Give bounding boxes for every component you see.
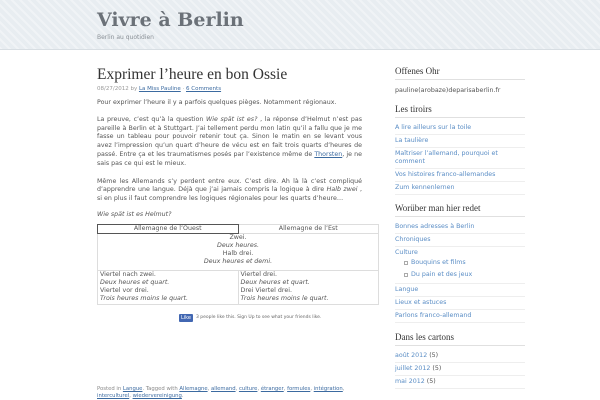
p2-text-c: , je ne sais pas ce qui est le mieux. xyxy=(97,150,362,167)
hours-table xyxy=(97,224,379,305)
archive-count: (5) xyxy=(430,365,442,372)
facebook-like-bar xyxy=(97,314,362,322)
tag-link[interactable]: interculturel xyxy=(97,393,130,399)
site-tagline: Berlin au quotidien xyxy=(97,34,154,41)
post-author-link[interactable]: La Miss Pauline xyxy=(138,86,181,92)
post-footer-meta: Posted in Langue. Tagged with Allemagne, allemand, culture, étranger, formules, intégration, interculturel, wiedervereinigung. xyxy=(97,386,345,399)
east-line-2: Deux heures et quart. xyxy=(240,278,310,286)
sidebar-link[interactable]: Bouquins et films xyxy=(411,259,466,266)
category-link[interactable]: Langue xyxy=(122,386,143,392)
sidebar-link[interactable]: Chroniques xyxy=(395,236,431,243)
tag-link[interactable]: culture xyxy=(238,386,258,392)
paragraph-intro: Pour exprimer l’heure il y a parfois quelques pièges. Notamment régionaux. xyxy=(97,99,337,106)
sidebar-link[interactable]: Du pain et des jeux xyxy=(411,271,473,278)
cell-west xyxy=(98,270,239,304)
zwei-line-3: Halb drei. xyxy=(222,249,254,257)
sidebar-link[interactable]: Langue xyxy=(395,286,419,293)
zwei-line-1: Zwei. xyxy=(229,233,247,241)
sidebar-item xyxy=(395,284,525,297)
widget-title-woruber: Worüber man hier redet xyxy=(395,203,481,213)
categories-list xyxy=(395,221,525,323)
p2-text-a: La preuve, c’est qu’à la question xyxy=(97,115,206,123)
tag-link[interactable]: wiedervereinigung xyxy=(132,393,182,399)
paragraph-allemands xyxy=(97,178,362,204)
west-line-1: Viertel nach zwei. xyxy=(100,270,156,278)
tag-link[interactable]: allemand xyxy=(210,386,236,392)
tagged-label: . Tagged with xyxy=(142,386,180,392)
archive-count: (5) xyxy=(424,378,436,385)
west-line-4: Trois heures moins le quart. xyxy=(100,294,188,302)
tag-link[interactable]: intégration xyxy=(313,386,343,392)
post-meta xyxy=(97,86,362,92)
sidebar-link[interactable]: Lieux et astuces xyxy=(395,299,447,306)
site-header xyxy=(0,0,600,50)
west-line-3: Viertel vor drei. xyxy=(100,286,149,294)
sidebar-link[interactable]: La taulière xyxy=(395,137,429,144)
post-title[interactable]: Exprimer l’heure en bon Ossie xyxy=(97,66,288,83)
header-east: Allemagne de l’Est xyxy=(238,224,379,233)
p3-text-a: Même les Allemands s’y perdent entre eux. C’est dire. Ah là là c’est compliqué d’apprendre une langue. Déjà que j’ai jamais compris la logique à dire xyxy=(97,177,362,194)
post-comments-link[interactable]: 6 Comments xyxy=(186,86,222,92)
east-line-1: Viertel drei. xyxy=(240,270,278,278)
sidebar-link[interactable]: Culture xyxy=(395,249,418,256)
p3-halb-zwei: Halb zwei xyxy=(326,186,358,194)
divider xyxy=(395,117,525,118)
widget-title-offenes-ohr: Offenes Ohr xyxy=(395,66,440,76)
sidebar-link[interactable]: Zum kennenlernen xyxy=(395,184,455,191)
p2-text-b: , la réponse d’Helmut n’est pas pareille à Berlin et à Stuttgart. J’ai tellement perdu mon latin qu’il a fallu que je me fasse un tableau pour pouvoir retenir tout ça. Sinon le matin en se levant vous avez l’impression qu’un quart d’heure de vécu est en fait trois quarts d’heures de passé. Entre ça et les traumatismes posés par l’existence même de xyxy=(97,115,362,158)
sidebar-item xyxy=(395,148,525,169)
tag-link[interactable]: Allemagne xyxy=(179,386,208,392)
archive-item xyxy=(395,376,525,389)
header-west: Allemagne de l’Ouest xyxy=(98,224,239,233)
square-bullet-icon xyxy=(404,261,408,265)
paragraph-question xyxy=(97,116,362,169)
divider xyxy=(395,216,525,217)
sidebar-link[interactable]: A lire ailleurs sur la toile xyxy=(395,124,472,131)
zwei-line-2: Deux heures. xyxy=(216,241,260,249)
sidebar-link[interactable]: Vos histoires franco-allemandes xyxy=(395,171,496,178)
cell-east xyxy=(238,270,379,304)
site-title[interactable]: Vivre à Berlin xyxy=(97,9,244,31)
sidebar-item xyxy=(395,169,525,182)
tiroirs-list xyxy=(395,122,525,195)
east-line-3: Drei Viertel drei. xyxy=(240,286,292,294)
sidebar-item xyxy=(395,247,525,284)
tag-link[interactable]: étranger xyxy=(260,386,284,392)
archive-item xyxy=(395,363,525,376)
paragraph-helmut: Wie spät ist es Helmut? xyxy=(97,210,172,218)
sidebar-item xyxy=(395,297,525,310)
post-by: by xyxy=(128,86,139,92)
sidebar-item xyxy=(395,221,525,234)
archive-link[interactable]: mai 2012 xyxy=(395,378,425,385)
facebook-like-text: 3 people like this. Sign Up to see what your friends like. xyxy=(195,315,322,321)
sidebar-item xyxy=(395,310,525,323)
sidebar-link[interactable]: Maîtriser l’allemand, pourquoi et comment xyxy=(395,150,498,165)
tag-link[interactable]: formules xyxy=(287,386,311,392)
east-line-4: Trois heures moins le quart. xyxy=(240,294,329,302)
widget-title-cartons: Dans les cartons xyxy=(395,332,454,342)
cell-zwei xyxy=(98,233,379,270)
square-bullet-icon xyxy=(404,273,408,277)
sidebar-item xyxy=(395,122,525,135)
divider xyxy=(395,79,525,80)
sidebar-subitem xyxy=(404,269,525,281)
archive-item xyxy=(395,350,525,363)
p2-question: Wie spät ist es? xyxy=(205,115,258,123)
footer-end: . xyxy=(181,393,184,399)
thorsten-link[interactable]: Thorsten xyxy=(314,150,343,158)
sidebar-link[interactable]: Bonnes adresses à Berlin xyxy=(395,223,475,230)
subcategory-list xyxy=(395,257,525,281)
archive-count: (5) xyxy=(427,352,439,359)
zwei-line-4: Deux heures et demi. xyxy=(203,257,273,265)
sidebar-item xyxy=(395,182,525,195)
west-line-2: Deux heures et quart. xyxy=(100,278,170,286)
facebook-like-button[interactable]: Like xyxy=(181,314,191,321)
archive-link[interactable]: août 2012 xyxy=(395,352,428,359)
contact-email: pauline(arobaze)deparisaberlin.fr xyxy=(395,87,501,94)
sidebar-item xyxy=(395,234,525,247)
divider xyxy=(395,345,525,346)
post-main xyxy=(97,66,362,322)
post-date: 08/27/2012 xyxy=(97,86,129,92)
archive-link[interactable]: juillet 2012 xyxy=(395,365,431,372)
posted-in-label: Posted in xyxy=(97,386,123,392)
archive-list xyxy=(395,350,525,389)
p3-text-b: , si en plus il faut comprendre les logiques régionales pour les quarts d’heure… xyxy=(97,186,362,203)
sidebar-subitem xyxy=(404,257,525,269)
sidebar-item xyxy=(395,135,525,148)
post-sep: · xyxy=(180,86,186,92)
post-content xyxy=(97,99,362,220)
sidebar xyxy=(395,66,525,389)
widget-title-tiroirs: Les tiroirs xyxy=(395,104,432,114)
sidebar-link[interactable]: Parlons franco-allemand xyxy=(395,312,472,319)
